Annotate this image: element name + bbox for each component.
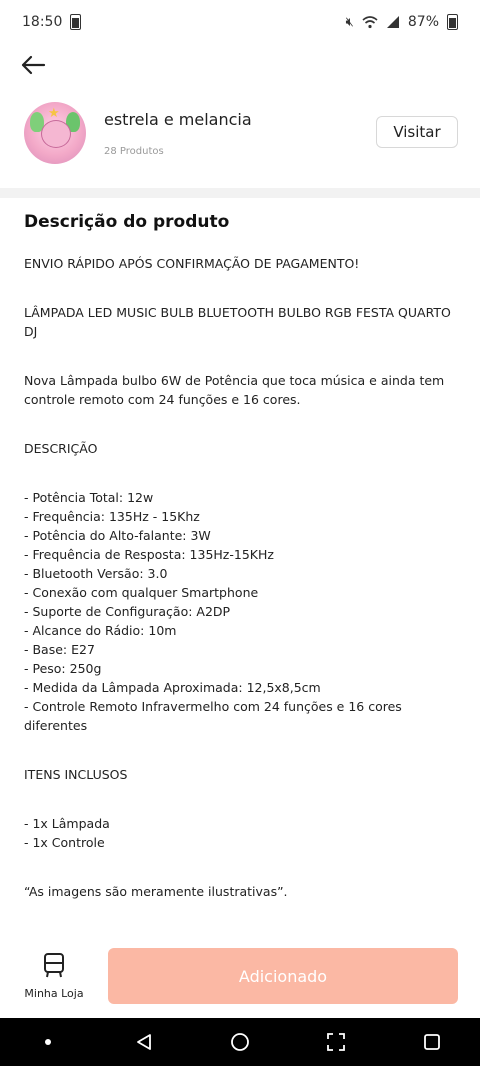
- shop-name[interactable]: estrela e melancia: [104, 110, 252, 129]
- spec-item: - Conexão com qualquer Smartphone: [24, 585, 259, 600]
- spec-item: - Base: E27: [24, 642, 95, 657]
- spec-item: - Controle Remoto Infravermelho com 24 funções e 16 cores diferentes: [24, 699, 402, 733]
- desc-paragraph: Nova Lâmpada bulbo 6W de Potência que toca música e ainda tem controle remoto com 24 funções e 16 cores.: [24, 373, 445, 407]
- nav-home-button[interactable]: [220, 1022, 260, 1062]
- my-store-button[interactable]: [18, 952, 90, 1001]
- desc-paragraph: LÂMPADA LED MUSIC BULB BLUETOOTH BULBO RGB FESTA QUARTO DJ: [24, 305, 451, 339]
- status-left: [22, 14, 81, 30]
- included-item: - 1x Controle: [24, 835, 105, 850]
- nav-dot: [28, 1022, 68, 1062]
- back-button[interactable]: [18, 50, 48, 80]
- status-bar: [0, 0, 480, 44]
- mute-icon: 🔇︎: [345, 14, 354, 30]
- nav-back-button[interactable]: [124, 1022, 164, 1062]
- status-time: 18:50: [22, 14, 63, 30]
- battery-saver-icon: [70, 14, 81, 30]
- signal-icon: [386, 15, 400, 29]
- battery-icon: [447, 14, 458, 30]
- store-icon: [43, 952, 65, 978]
- disclaimer: “As imagens são meramente ilustrativas”.: [24, 884, 288, 899]
- spec-list: [24, 488, 460, 735]
- desc-paragraph: ENVIO RÁPIDO APÓS CONFIRMAÇÃO DE PAGAMENTO!: [24, 256, 360, 271]
- spec-item: - Peso: 250g: [24, 661, 102, 676]
- description-title: Descrição do produto: [24, 212, 230, 232]
- description-body: [24, 254, 460, 901]
- shop-avatar[interactable]: [24, 102, 86, 164]
- spec-item: - Suporte de Configuração: A2DP: [24, 604, 231, 619]
- section-divider: [0, 188, 480, 198]
- nav-recents-button[interactable]: [412, 1022, 452, 1062]
- shop-product-count: 28 Produtos: [104, 146, 164, 157]
- spec-item: - Frequência: 135Hz - 15Khz: [24, 509, 200, 524]
- triangle-back-icon: [136, 1033, 152, 1051]
- included-list: [24, 814, 460, 852]
- system-nav-bar: [0, 1018, 480, 1066]
- circle-home-icon: [230, 1032, 250, 1052]
- battery-percent: 87%: [407, 14, 439, 30]
- included-item: - 1x Lâmpada: [24, 816, 110, 831]
- included-title: ITENS INCLUSOS: [24, 767, 128, 782]
- screenshot-frame-icon: [326, 1032, 346, 1052]
- bottom-action-bar: [0, 938, 480, 1018]
- spec-item: - Frequência de Resposta: 135Hz-15KHz: [24, 547, 274, 562]
- add-to-cart-button[interactable]: Adicionado: [108, 948, 458, 1004]
- spec-item: - Medida da Lâmpada Aproximada: 12,5x8,5cm: [24, 680, 321, 695]
- star-icon: ★: [48, 106, 60, 121]
- shop-header: [0, 96, 480, 186]
- back-arrow-icon: [20, 55, 46, 75]
- spec-item: - Potência do Alto-falante: 3W: [24, 528, 211, 543]
- spec-item: - Bluetooth Versão: 3.0: [24, 566, 168, 581]
- product-description: [24, 212, 460, 931]
- spec-item: - Potência Total: 12w: [24, 490, 154, 505]
- desc-paragraph: DESCRIÇÃO: [24, 441, 98, 456]
- my-store-label: Minha Loja: [24, 987, 84, 1000]
- square-recents-icon: [423, 1033, 441, 1051]
- wifi-icon: [362, 15, 378, 29]
- visit-button[interactable]: Visitar: [376, 116, 458, 148]
- nav-screenshot-button[interactable]: [316, 1022, 356, 1062]
- spec-item: - Alcance do Rádio: 10m: [24, 623, 177, 638]
- status-right: [346, 14, 458, 30]
